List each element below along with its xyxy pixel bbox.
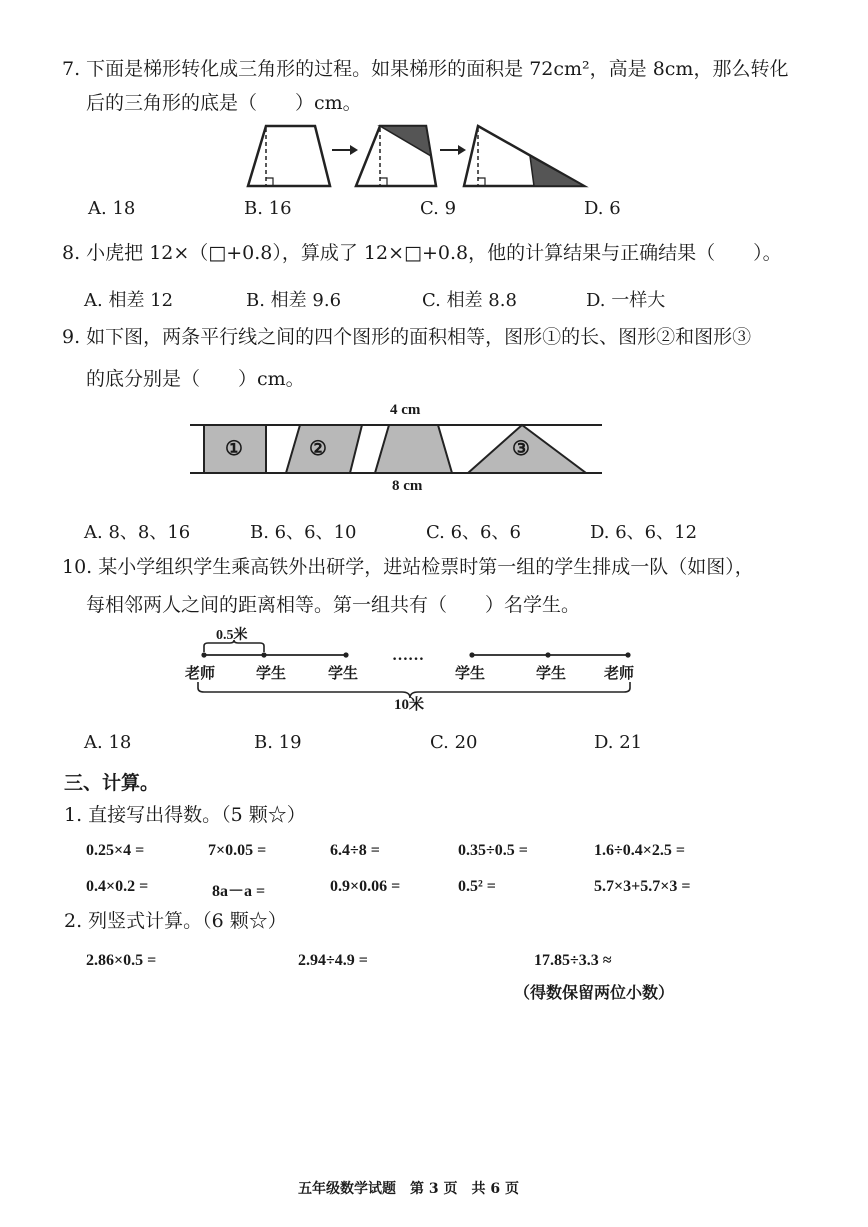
vertical-calc-item: 2.86×0.5 = (86, 952, 157, 969)
q7-text-line2: 后的三角形的底是（ ）cm。 (86, 92, 362, 114)
shape-label-2: ② (309, 436, 327, 460)
person-student: 学生 (455, 666, 486, 682)
shape-label-3: ③ (512, 436, 530, 460)
q7-option-b: B. 16 (244, 198, 292, 219)
q10-option-d: D. 21 (594, 732, 643, 753)
q10-option-a: A. 18 (84, 732, 132, 753)
q9-parallel-figure (190, 420, 602, 480)
calc-item: 7×0.05 = (208, 842, 267, 859)
person-teacher-left: 老师 (185, 666, 216, 682)
vertical-calc-item: 2.94÷4.9 = (298, 952, 368, 969)
q8-option-d: D. 一样大 (586, 290, 666, 311)
q7-option-d: D. 6 (584, 198, 621, 219)
q8-text-line1: 8. 小虎把 12×（□+0.8），算成了 12×□+0.8，他的计算结果与正确结果（ ）。 (62, 242, 782, 264)
q8-option-a: A. 相差 12 (84, 290, 174, 311)
vertical-calc-item: 17.85÷3.3 ≈ (534, 952, 612, 969)
calc-item: 1.6÷0.4×2.5 = (594, 842, 686, 859)
part2-title: 2. 列竖式计算。（6 颗☆） (64, 910, 287, 932)
q9-option-c: C. 6、6、6 (426, 522, 521, 543)
q9-text-line1: 9. 如下图，两条平行线之间的四个图形的面积相等，图形①的长、图形②和图形③ (62, 326, 752, 348)
calc-item: 8a－a = (212, 883, 266, 900)
part1-title: 1. 直接写出得数。（5 颗☆） (64, 804, 306, 826)
q9-bottom-label: 8 cm (392, 478, 423, 494)
calc-item: 5.7×3+5.7×3 = (594, 878, 691, 895)
q9-text-line2: 的底分别是（ ）cm。 (86, 368, 305, 390)
trapezoid-shape (248, 126, 330, 186)
q9-top-label: 4 cm (390, 402, 421, 418)
person-student: 学生 (328, 666, 359, 682)
person-teacher-right: 老师 (604, 666, 635, 682)
q10-text-line1: 10. 某小学组织学生乘高铁外出研学，进站检票时第一组的学生排成一队（如图）， (62, 556, 754, 578)
q10-dots: …… (392, 647, 424, 664)
section-title: 三、计算。 (64, 772, 160, 794)
q10-option-c: C. 20 (430, 732, 478, 753)
q10-text-line2: 每相邻两人之间的距离相等。第一组共有（ ）名学生。 (86, 594, 581, 616)
shape-label-1: ① (225, 436, 243, 460)
person-student: 学生 (536, 666, 567, 682)
q8-option-b: B. 相差 9.6 (246, 290, 342, 311)
q10-option-b: B. 19 (254, 732, 302, 753)
rounding-note: （得数保留两位小数） (514, 985, 675, 1002)
person-student: 学生 (256, 666, 287, 682)
q10-total-label: 10米 (394, 697, 425, 713)
q7-trapezoid-figure (240, 118, 600, 190)
q9-option-a: A. 8、8、16 (84, 522, 191, 543)
q7-option-a: A. 18 (88, 198, 136, 219)
q9-option-b: B. 6、6、10 (250, 522, 357, 543)
calc-item: 0.35÷0.5 = (458, 842, 528, 859)
calc-item: 0.5² = (458, 878, 496, 895)
page-footer: 五年级数学试题 第 3 页 共 6 页 (298, 1181, 519, 1197)
q10-spacing-label: 0.5米 (216, 628, 248, 643)
q8-option-c: C. 相差 8.8 (422, 290, 517, 311)
q9-option-d: D. 6、6、12 (590, 522, 698, 543)
q7-option-c: C. 9 (420, 198, 457, 219)
calc-item: 0.25×4 = (86, 842, 145, 859)
shape-trapezoid (375, 425, 452, 473)
q7-text-line1: 7. 下面是梯形转化成三角形的过程。如果梯形的面积是 72cm²，高是 8cm，那么转化 (62, 58, 789, 80)
calc-item: 6.4÷8 = (330, 842, 380, 859)
calc-item: 0.9×0.06 = (330, 878, 401, 895)
calc-item: 0.4×0.2 = (86, 878, 149, 895)
